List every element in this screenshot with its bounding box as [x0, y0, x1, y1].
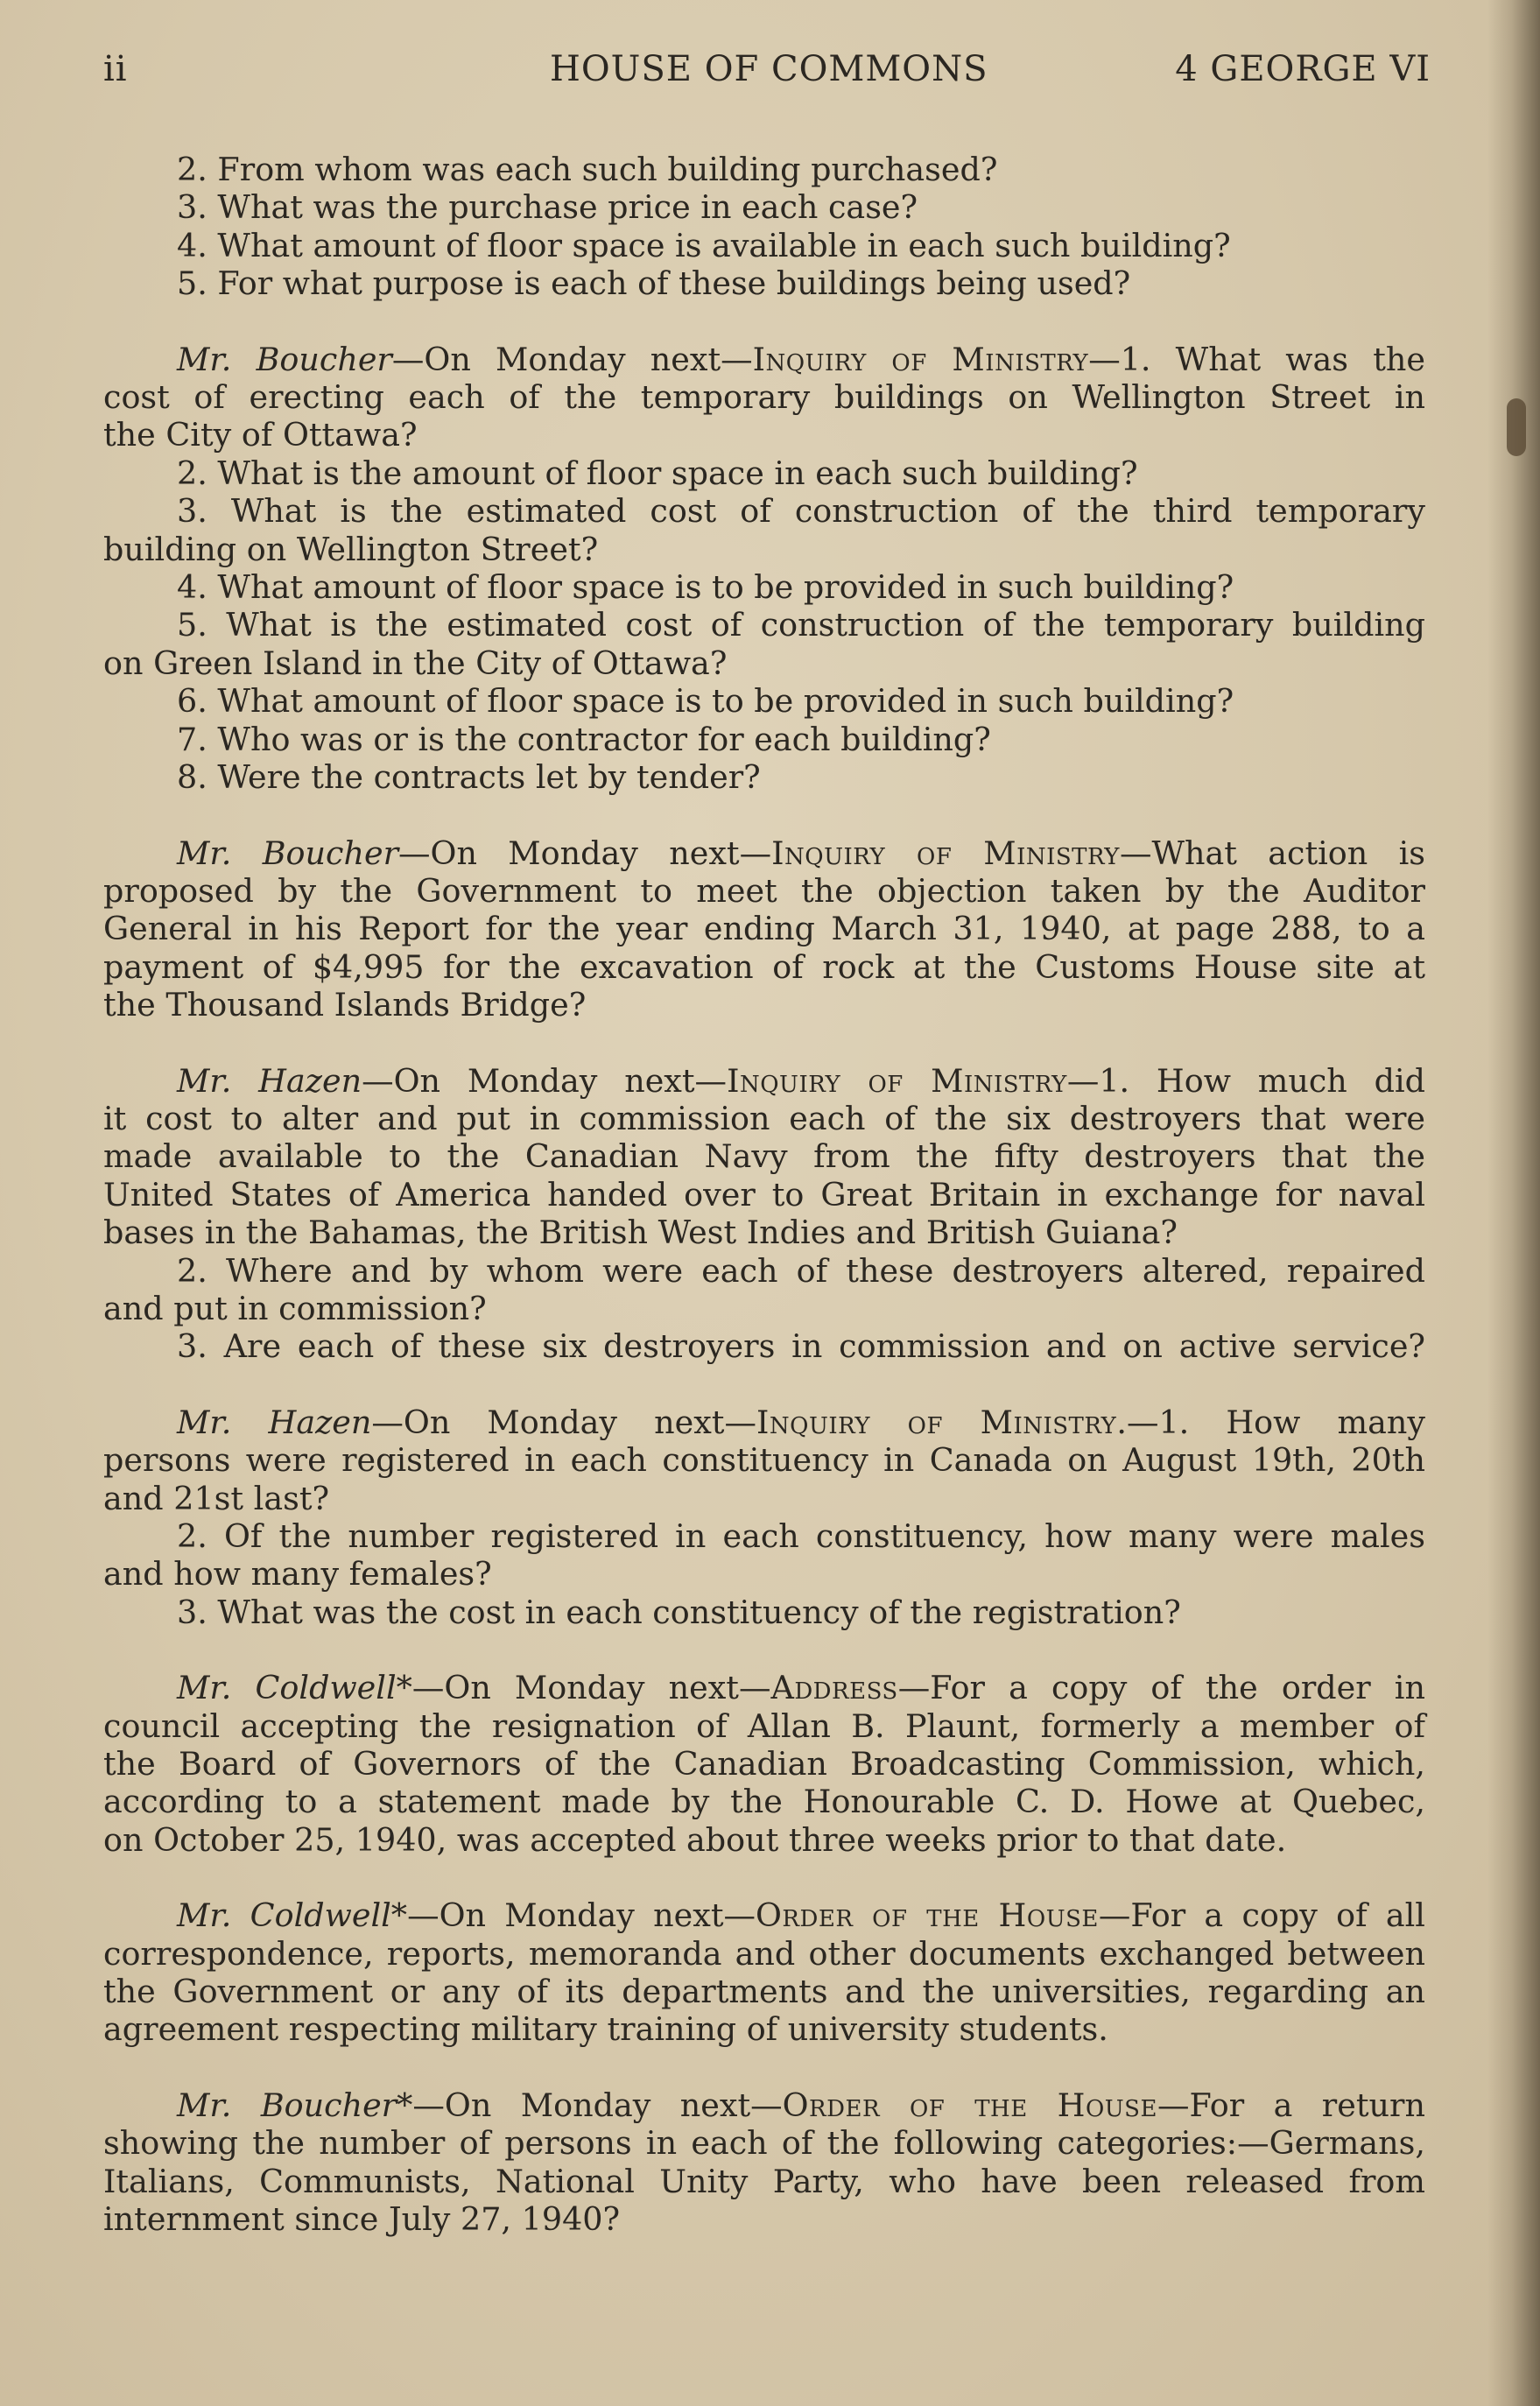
notice-kind: Order of the House [756, 1896, 1099, 1935]
question-line: 4. What amount of floor space is available in each such building? [177, 226, 1231, 264]
entry-text-line: proposed by the Government to meet the objection taken by the Auditor [103, 871, 1425, 910]
entry-text-line: showing the number of persons in each of the following categories:—Germans, [103, 2124, 1425, 2163]
running-header [103, 49, 1431, 102]
entry-opening: —1. What was the [1088, 340, 1425, 378]
entry-text-line: United States of America handed over to Great Britain in exchange for naval [103, 1175, 1425, 1214]
member-name: Mr. Hazen [177, 1061, 362, 1100]
entry-opening: —For a return [1157, 2086, 1425, 2124]
binding-ring-mark [1507, 398, 1526, 456]
question-line: 5. For what purpose is each of these buildings being used? [177, 264, 1131, 303]
entry-text-line: made available to the Canadian Navy from the fifty destroyers that the [103, 1137, 1425, 1176]
entry-lead-line [103, 1896, 1425, 1934]
entry-opening: —For a copy of all [1098, 1896, 1425, 1935]
question-line: 3. What was the purchase price in each case? [177, 188, 918, 227]
notice-entry [103, 2086, 1425, 2239]
entry-text-line: agreement respecting military training of university students. [103, 2010, 1108, 2049]
entry-text-line: the Thousand Islands Bridge? [103, 986, 587, 1024]
entry-text-line: and how many females? [103, 1555, 492, 1593]
entry-date: —On Monday next— [398, 834, 772, 872]
entry-lead-line [103, 1669, 1425, 1706]
notice-entry [103, 341, 1425, 797]
entry-text-line: 2. Where and by whom were each of these destroyers altered, repaired [177, 1251, 1425, 1290]
continued-questions [103, 151, 1425, 303]
entry-text-line: 3. What is the estimated cost of construction of the third temporary [177, 492, 1425, 531]
entry-text-line: building on Wellington Street? [103, 530, 599, 568]
entry-text-line: the Government or any of its departments and the universities, regarding an [103, 1973, 1425, 2011]
entry-date: —On Monday next— [407, 1896, 756, 1935]
entry-lead-line [103, 341, 1425, 378]
notice-kind: Address [770, 1669, 898, 1707]
member-name: Mr. Hazen [177, 1403, 372, 1441]
notice-kind: Order of the House [782, 2086, 1157, 2124]
entry-text-line: 3. Are each of these six destroyers in commission and on active service? [177, 1327, 1425, 1366]
entry-text-line: and 21st last? [103, 1479, 330, 1517]
notice-entry [103, 1669, 1425, 1859]
page-body [103, 151, 1425, 2276]
notice-entry [103, 1404, 1425, 1631]
entry-opening: —What action is [1119, 834, 1425, 872]
entry-opening: —1. How much did [1066, 1061, 1425, 1100]
entry-text-line: on October 25, 1940, was accepted about three weeks prior to that date. [103, 1820, 1287, 1859]
notice-entry [103, 1896, 1425, 2049]
entry-lead-line [103, 2086, 1425, 2124]
entry-text-line: 8. Were the contracts let by tender? [177, 758, 761, 797]
entry-text-line: the Board of Governors of the Canadian Broadcasting Commission, which, [103, 1745, 1425, 1783]
entry-opening: .—1. How many [1116, 1403, 1425, 1441]
entry-text-line: 7. Who was or is the contractor for each building? [177, 720, 991, 758]
session-label: 4 GEORGE VI [1175, 49, 1431, 89]
entry-lead-line [103, 834, 1425, 872]
entry-lead-line [103, 1062, 1425, 1100]
entry-text-line: bases in the Bahamas, the British West Indies and British Guiana? [103, 1214, 1178, 1252]
notice-kind: Inquiry of Ministry [727, 1061, 1067, 1100]
journal-title: HOUSE OF COMMONS [550, 49, 988, 89]
entry-text-line: 3. What was the cost in each constituency of the registration? [177, 1593, 1181, 1631]
entry-text-line: 4. What amount of floor space is to be provided in such building? [177, 568, 1234, 607]
member-name: Mr. Coldwell* [177, 1669, 412, 1707]
entry-text-line: according to a statement made by the Honourable C. D. Howe at Quebec, [103, 1783, 1425, 1821]
member-name: Mr. Boucher [177, 834, 399, 872]
member-name: Mr. Boucher [177, 340, 392, 378]
entry-date: —On Monday next— [362, 1061, 728, 1100]
entry-text-line: it cost to alter and put in commission each of the six destroyers that were [103, 1099, 1425, 1137]
entry-opening: —For a copy of the order in [897, 1669, 1425, 1707]
entry-text-line: the City of Ottawa? [103, 416, 418, 454]
notice-kind: Inquiry of Ministry [752, 340, 1089, 378]
entry-text-line: 2. Of the number registered in each constituency, how many were males [177, 1517, 1425, 1555]
entry-text-line: 5. What is the estimated cost of construction of the temporary building [177, 606, 1425, 644]
entry-date: —On Monday next— [371, 1403, 756, 1441]
entry-date: —On Monday next— [412, 2086, 783, 2124]
member-name: Mr. Coldwell* [177, 1896, 408, 1935]
entry-date: —On Monday next— [411, 1669, 771, 1707]
entry-text-line: council accepting the resignation of Allan B. Plaunt, formerly a member of [103, 1706, 1425, 1745]
question-line: 2. From whom was each such building purchased? [177, 151, 998, 188]
entry-text-line: correspondence, reports, memoranda and other documents exchanged between [103, 1934, 1425, 1973]
notice-kind: Inquiry of Ministry [771, 834, 1120, 872]
entry-text-line: persons were registered in each constituency in Canada on August 19th, 20th [103, 1441, 1425, 1480]
notice-entry [103, 1062, 1425, 1366]
entry-lead-line [103, 1404, 1425, 1441]
page-number: ii [103, 49, 128, 89]
entry-text-line: payment of $4,995 for the excavation of rock at the Customs House site at [103, 947, 1425, 986]
member-name: Mr. Boucher* [177, 2086, 413, 2124]
entry-text-line: 6. What amount of floor space is to be provided in such building? [177, 682, 1234, 721]
entry-text-line: cost of erecting each of the temporary buildings on Wellington Street in [103, 378, 1425, 417]
notice-entry [103, 834, 1425, 1024]
entry-text-line: Italians, Communists, National Unity Party, who have been released from [103, 2162, 1425, 2200]
entry-date: —On Monday next— [391, 340, 753, 378]
notice-kind: Inquiry of Ministry [756, 1403, 1117, 1441]
binding-gutter-shadow [1487, 0, 1540, 2406]
entry-text-line: on Green Island in the City of Ottawa? [103, 644, 728, 682]
entry-text-line: and put in commission? [103, 1289, 487, 1327]
entry-text-line: General in his Report for the year ending March 31, 1940, at page 288, to a [103, 910, 1425, 948]
entry-text-line: 2. What is the amount of floor space in each such building? [177, 454, 1138, 492]
entry-text-line: internment since July 27, 1940? [103, 2200, 621, 2239]
